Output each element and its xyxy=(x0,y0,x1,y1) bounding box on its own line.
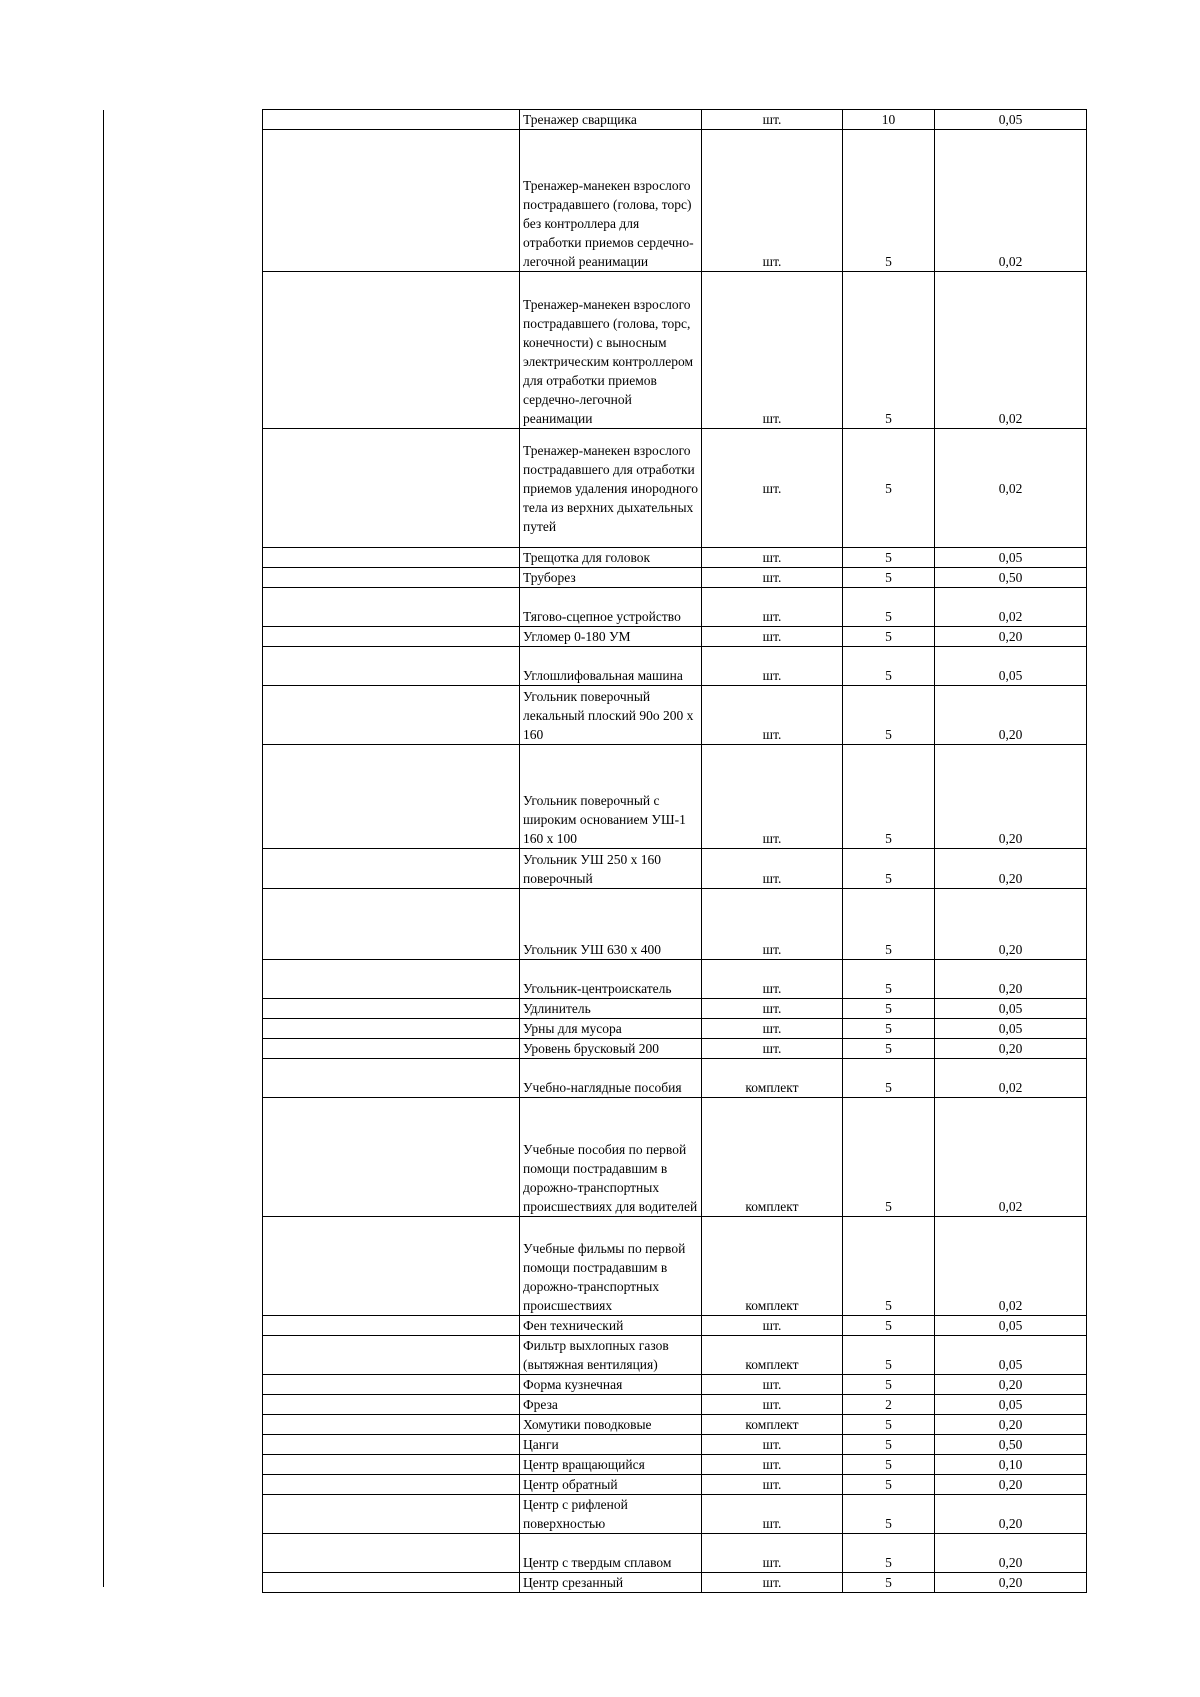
coefficient-cell: 0,10 xyxy=(935,1455,1087,1475)
item-name-cell: Угольник поверочный лекальный плоский 90о 200 х 160 xyxy=(520,686,702,745)
table-row xyxy=(263,110,1087,130)
item-name-cell: Центр срезанный xyxy=(520,1573,702,1593)
quantity-cell: 5 xyxy=(843,1375,935,1395)
item-name-cell: Удлинитель xyxy=(520,999,702,1019)
coefficient-cell: 0,20 xyxy=(935,686,1087,745)
unit-cell: шт. xyxy=(702,1375,843,1395)
item-name-cell: Фильтр выхлопных газов (вытяжная вентиляция) xyxy=(520,1336,702,1375)
coefficient-cell: 0,02 xyxy=(935,588,1087,627)
empty-cell xyxy=(263,568,520,588)
empty-cell xyxy=(263,429,520,548)
unit-cell: шт. xyxy=(702,1039,843,1059)
table-row xyxy=(263,647,1087,686)
item-name-cell: Хомутики поводковые xyxy=(520,1415,702,1435)
table-row xyxy=(263,1395,1087,1415)
unit-cell: шт. xyxy=(702,647,843,686)
unit-cell: шт. xyxy=(702,110,843,130)
table-row xyxy=(263,429,1087,548)
empty-cell xyxy=(263,1455,520,1475)
empty-cell xyxy=(263,1039,520,1059)
table-row xyxy=(263,1316,1087,1336)
quantity-cell: 5 xyxy=(843,1316,935,1336)
table-row xyxy=(263,1455,1087,1475)
equipment-table-body xyxy=(263,110,1087,1593)
item-name-cell: Учебные фильмы по первой помощи пострадавшим в дорожно-транспортных происшествиях xyxy=(520,1217,702,1316)
coefficient-cell: 0,05 xyxy=(935,999,1087,1019)
empty-cell xyxy=(263,1316,520,1336)
unit-cell: комплект xyxy=(702,1059,843,1098)
coefficient-cell: 0,20 xyxy=(935,960,1087,999)
coefficient-cell: 0,05 xyxy=(935,1336,1087,1375)
table-row xyxy=(263,1475,1087,1495)
unit-cell: шт. xyxy=(702,588,843,627)
coefficient-cell: 0,20 xyxy=(935,1534,1087,1573)
table-row xyxy=(263,130,1087,272)
table-row xyxy=(263,588,1087,627)
coefficient-cell: 0,02 xyxy=(935,1098,1087,1217)
table-row xyxy=(263,960,1087,999)
empty-cell xyxy=(263,110,520,130)
unit-cell: шт. xyxy=(702,1495,843,1534)
coefficient-cell: 0,20 xyxy=(935,1573,1087,1593)
quantity-cell: 5 xyxy=(843,588,935,627)
table-row xyxy=(263,1217,1087,1316)
unit-cell: шт. xyxy=(702,1475,843,1495)
quantity-cell: 5 xyxy=(843,1495,935,1534)
coefficient-cell: 0,20 xyxy=(935,1375,1087,1395)
item-name-cell: Центр с рифленой поверхностью xyxy=(520,1495,702,1534)
coefficient-cell: 0,05 xyxy=(935,1019,1087,1039)
table-row xyxy=(263,1019,1087,1039)
unit-cell: шт. xyxy=(702,130,843,272)
item-name-cell: Тренажер сварщика xyxy=(520,110,702,130)
item-name-cell: Уровень брусковый 200 xyxy=(520,1039,702,1059)
quantity-cell: 5 xyxy=(843,999,935,1019)
quantity-cell: 5 xyxy=(843,1098,935,1217)
empty-cell xyxy=(263,1534,520,1573)
unit-cell: шт. xyxy=(702,889,843,960)
unit-cell: шт. xyxy=(702,1573,843,1593)
coefficient-cell: 0,20 xyxy=(935,889,1087,960)
table-row xyxy=(263,1039,1087,1059)
quantity-cell: 5 xyxy=(843,1059,935,1098)
quantity-cell: 2 xyxy=(843,1395,935,1415)
table-row xyxy=(263,889,1087,960)
item-name-cell: Угломер 0-180 УМ xyxy=(520,627,702,647)
coefficient-cell: 0,20 xyxy=(935,1415,1087,1435)
unit-cell: шт. xyxy=(702,272,843,429)
unit-cell: комплект xyxy=(702,1336,843,1375)
coefficient-cell: 0,02 xyxy=(935,130,1087,272)
table-row xyxy=(263,548,1087,568)
item-name-cell: Угольник-центроискатель xyxy=(520,960,702,999)
table-row xyxy=(263,627,1087,647)
table-row xyxy=(263,745,1087,849)
empty-cell xyxy=(263,745,520,849)
empty-cell xyxy=(263,130,520,272)
table-row xyxy=(263,1573,1087,1593)
empty-cell xyxy=(263,1395,520,1415)
item-name-cell: Тренажер-манекен взрослого пострадавшего для отработки приемов удаления инородного тела из верхних дыхательных путей xyxy=(520,429,702,548)
quantity-cell: 5 xyxy=(843,1573,935,1593)
item-name-cell: Углошлифовальная машина xyxy=(520,647,702,686)
table-row xyxy=(263,1336,1087,1375)
quantity-cell: 5 xyxy=(843,1336,935,1375)
empty-cell xyxy=(263,1098,520,1217)
unit-cell: шт. xyxy=(702,429,843,548)
empty-cell xyxy=(263,686,520,745)
quantity-cell: 5 xyxy=(843,1019,935,1039)
item-name-cell: Фен технический xyxy=(520,1316,702,1336)
quantity-cell: 5 xyxy=(843,1039,935,1059)
quantity-cell: 5 xyxy=(843,889,935,960)
unit-cell: шт. xyxy=(702,627,843,647)
item-name-cell: Центр вращающийся xyxy=(520,1455,702,1475)
empty-cell xyxy=(263,849,520,889)
quantity-cell: 5 xyxy=(843,1475,935,1495)
unit-cell: шт. xyxy=(702,960,843,999)
empty-cell xyxy=(263,1375,520,1395)
table-row xyxy=(263,1534,1087,1573)
left-margin-rule xyxy=(103,110,104,1587)
table-row xyxy=(263,272,1087,429)
coefficient-cell: 0,20 xyxy=(935,849,1087,889)
empty-cell xyxy=(263,588,520,627)
empty-cell xyxy=(263,548,520,568)
quantity-cell: 5 xyxy=(843,1217,935,1316)
empty-cell xyxy=(263,647,520,686)
quantity-cell: 5 xyxy=(843,429,935,548)
unit-cell: шт. xyxy=(702,548,843,568)
empty-cell xyxy=(263,1475,520,1495)
item-name-cell: Центр с твердым сплавом xyxy=(520,1534,702,1573)
quantity-cell: 5 xyxy=(843,686,935,745)
quantity-cell: 5 xyxy=(843,627,935,647)
unit-cell: шт. xyxy=(702,1534,843,1573)
table-row xyxy=(263,686,1087,745)
empty-cell xyxy=(263,1415,520,1435)
item-name-cell: Тренажер-манекен взрослого пострадавшего (голова, торс) без контроллера для отработки приемов сердечно-легочной реанимации xyxy=(520,130,702,272)
coefficient-cell: 0,20 xyxy=(935,1039,1087,1059)
quantity-cell: 5 xyxy=(843,647,935,686)
coefficient-cell: 0,20 xyxy=(935,745,1087,849)
unit-cell: шт. xyxy=(702,568,843,588)
empty-cell xyxy=(263,1495,520,1534)
empty-cell xyxy=(263,272,520,429)
coefficient-cell: 0,20 xyxy=(935,1475,1087,1495)
quantity-cell: 5 xyxy=(843,745,935,849)
table-row xyxy=(263,1495,1087,1534)
empty-cell xyxy=(263,627,520,647)
empty-cell xyxy=(263,999,520,1019)
coefficient-cell: 0,02 xyxy=(935,272,1087,429)
quantity-cell: 5 xyxy=(843,130,935,272)
item-name-cell: Фреза xyxy=(520,1395,702,1415)
coefficient-cell: 0,20 xyxy=(935,1495,1087,1534)
empty-cell xyxy=(263,1217,520,1316)
empty-cell xyxy=(263,960,520,999)
table-row xyxy=(263,1098,1087,1217)
unit-cell: шт. xyxy=(702,1019,843,1039)
coefficient-cell: 0,05 xyxy=(935,1316,1087,1336)
item-name-cell: Урны для мусора xyxy=(520,1019,702,1039)
item-name-cell: Угольник УШ 630 х 400 xyxy=(520,889,702,960)
item-name-cell: Учебно-наглядные пособия xyxy=(520,1059,702,1098)
coefficient-cell: 0,05 xyxy=(935,548,1087,568)
empty-cell xyxy=(263,1019,520,1039)
quantity-cell: 5 xyxy=(843,272,935,429)
unit-cell: шт. xyxy=(702,1435,843,1455)
table-row xyxy=(263,849,1087,889)
table-row xyxy=(263,1435,1087,1455)
quantity-cell: 5 xyxy=(843,960,935,999)
quantity-cell: 5 xyxy=(843,1435,935,1455)
unit-cell: комплект xyxy=(702,1217,843,1316)
quantity-cell: 5 xyxy=(843,548,935,568)
quantity-cell: 5 xyxy=(843,1534,935,1573)
item-name-cell: Центр обратный xyxy=(520,1475,702,1495)
unit-cell: шт. xyxy=(702,999,843,1019)
item-name-cell: Форма кузнечная xyxy=(520,1375,702,1395)
item-name-cell: Цанги xyxy=(520,1435,702,1455)
table-row xyxy=(263,999,1087,1019)
quantity-cell: 5 xyxy=(843,568,935,588)
empty-cell xyxy=(263,1573,520,1593)
item-name-cell: Угольник УШ 250 х 160 поверочный xyxy=(520,849,702,889)
table-row xyxy=(263,1059,1087,1098)
item-name-cell: Учебные пособия по первой помощи пострадавшим в дорожно-транспортных происшествиях для водителей xyxy=(520,1098,702,1217)
item-name-cell: Тягово-сцепное устройство xyxy=(520,588,702,627)
unit-cell: шт. xyxy=(702,686,843,745)
item-name-cell: Угольник поверочный с широким основанием УШ-1 160 х 100 xyxy=(520,745,702,849)
quantity-cell: 5 xyxy=(843,1455,935,1475)
quantity-cell: 5 xyxy=(843,1415,935,1435)
unit-cell: шт. xyxy=(702,1316,843,1336)
coefficient-cell: 0,02 xyxy=(935,429,1087,548)
coefficient-cell: 0,20 xyxy=(935,627,1087,647)
coefficient-cell: 0,05 xyxy=(935,110,1087,130)
coefficient-cell: 0,05 xyxy=(935,1395,1087,1415)
unit-cell: комплект xyxy=(702,1098,843,1217)
item-name-cell: Трещотка для головок xyxy=(520,548,702,568)
coefficient-cell: 0,02 xyxy=(935,1217,1087,1316)
coefficient-cell: 0,50 xyxy=(935,1435,1087,1455)
item-name-cell: Тренажер-манекен взрослого пострадавшего (голова, торс, конечности) с выносным электрическим контроллером для отработки приемов сердечно-легочной реанимации xyxy=(520,272,702,429)
empty-cell xyxy=(263,1336,520,1375)
unit-cell: шт. xyxy=(702,745,843,849)
empty-cell xyxy=(263,1059,520,1098)
coefficient-cell: 0,50 xyxy=(935,568,1087,588)
equipment-table xyxy=(262,109,1087,1593)
item-name-cell: Труборез xyxy=(520,568,702,588)
coefficient-cell: 0,05 xyxy=(935,647,1087,686)
unit-cell: комплект xyxy=(702,1415,843,1435)
table-row xyxy=(263,568,1087,588)
empty-cell xyxy=(263,889,520,960)
empty-cell xyxy=(263,1435,520,1455)
quantity-cell: 10 xyxy=(843,110,935,130)
coefficient-cell: 0,02 xyxy=(935,1059,1087,1098)
unit-cell: шт. xyxy=(702,1395,843,1415)
unit-cell: шт. xyxy=(702,849,843,889)
table-row xyxy=(263,1415,1087,1435)
unit-cell: шт. xyxy=(702,1455,843,1475)
quantity-cell: 5 xyxy=(843,849,935,889)
table-row xyxy=(263,1375,1087,1395)
